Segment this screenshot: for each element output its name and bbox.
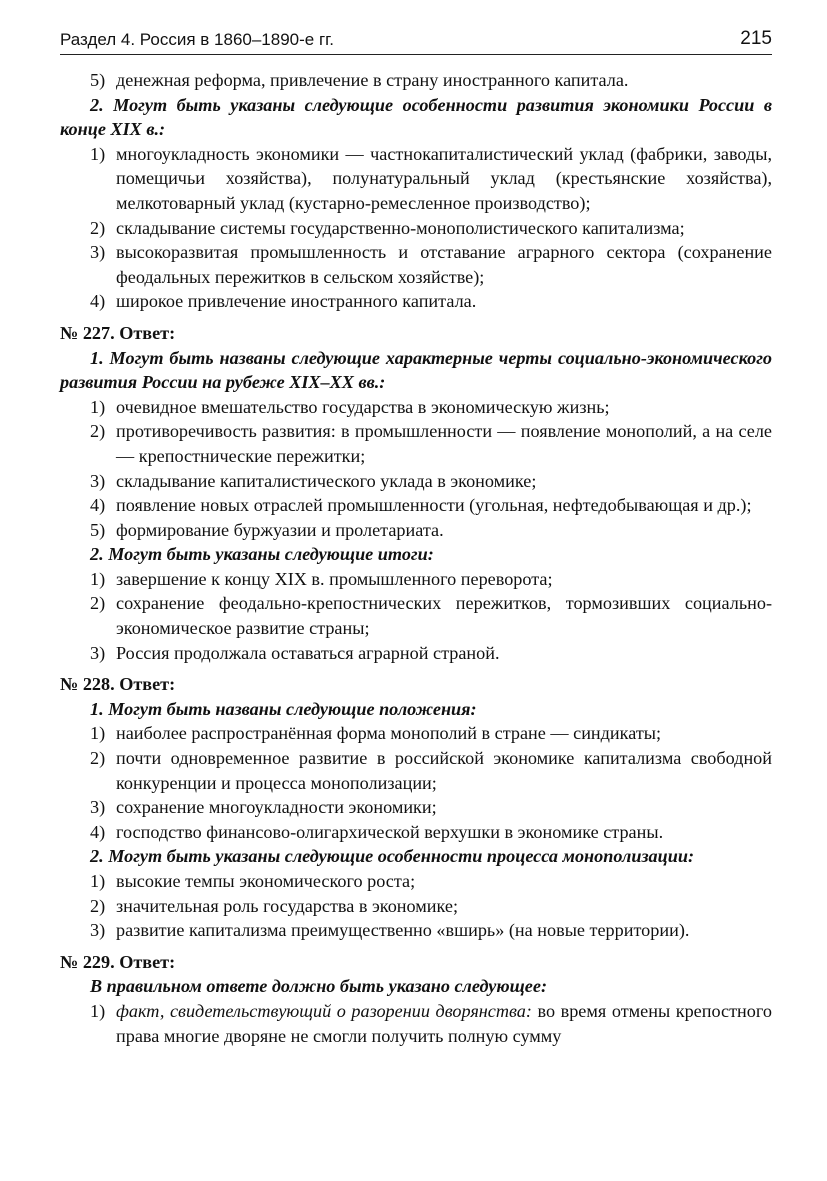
subheading: 1. Могут быть названы следующие характерные черты социально-экономического развития России на рубеже XIX–XX вв.: (60, 347, 772, 393)
page-number: 215 (740, 28, 772, 49)
list-item: 1) очевидное вмешательство государства в экономическую жизнь; (90, 396, 610, 417)
subheading: 2. Могут быть указаны следующие особенности развития экономики России в конце XIX в.: (60, 94, 772, 140)
list-item: 1) завершение к концу XIX в. промышленного переворота; (90, 568, 553, 589)
subheading: 1. Могут быть названы следующие положения: (90, 698, 477, 719)
answer-heading-229: № 229. Ответ: (60, 951, 176, 972)
list-item: 3) складывание капиталистического уклада в экономике; (90, 470, 537, 491)
list-item: 3) сохранение многоукладности экономики; (90, 797, 437, 818)
list-item: 2) значительная роль государства в экономике; (90, 895, 459, 916)
section-title: Раздел 4. Россия в 1860–1890-е гг. (60, 30, 335, 49)
list-item: 4) широкое привлечение иностранного капитала. (90, 291, 477, 312)
list-item: 3) развитие капитализма преимущественно «вширь» (на новые территории). (90, 920, 690, 941)
subheading: 2. Могут быть указаны следующие особенности процесса монополизации: (90, 846, 695, 867)
list-item: 1) высокие темпы экономического роста; (90, 871, 416, 891)
list-item: 5) денежная реформа, привлечение в страну иностранного капитала. (90, 70, 629, 90)
list-item: 1) факт, свидетельствующий о разорении дворянства: во время отмены крепостного права многие дворяне не смогли получить полную сумму (90, 1000, 772, 1046)
answer-heading-228: № 228. Ответ: (60, 674, 176, 695)
subheading: В правильном ответе должно быть указано следующее: (90, 976, 547, 997)
subheading: 2. Могут быть указаны следующие итоги: (90, 544, 434, 565)
answer-heading-227: № 227. Ответ: (60, 322, 176, 343)
running-header (60, 28, 772, 55)
list-item: 5) формирование буржуазии и пролетариата. (90, 519, 444, 540)
list-item: 3) высокоразвитая промышленность и отставание аграрного сектора (сохранение феодальных пережитков в сельском хозяйстве); (90, 242, 772, 287)
list-item: 3) Россия продолжала оставаться аграрной страной. (90, 642, 500, 663)
list-item: 2) сохранение феодально-крепостнических пережитков, тормозивших социально-экономическое развитие страны; (90, 593, 772, 639)
list-item: 2) противоречивость развития: в промышленности — появление монополий, а на селе — крепостнические пережитки; (90, 421, 772, 466)
list-item: 4) появление новых отраслей промышленности (угольная, нефтедобывающая и др.); (90, 495, 752, 516)
page-body (60, 68, 772, 1048)
list-item: 2) складывание системы государственно-монополистического капитализма; (90, 217, 685, 238)
list-item: 2) почти одновременное развитие в российской экономике капитализма свободной конкуренции и процесса монополизации; (90, 748, 772, 793)
list-item: 1) наиболее распространённая форма монополий в стране — синдикаты; (90, 723, 662, 744)
list-item: 1) многоукладность экономики — частнокапиталистический уклад (фабрики, заводы, помещичьи хозяйства), полунатуральный уклад (крестьянские хозяйства), мелкотоварный уклад (кустарно-ремесленное производство); (90, 143, 772, 213)
list-item: 4) господство финансово-олигархической верхушки в экономике страны. (90, 821, 664, 842)
